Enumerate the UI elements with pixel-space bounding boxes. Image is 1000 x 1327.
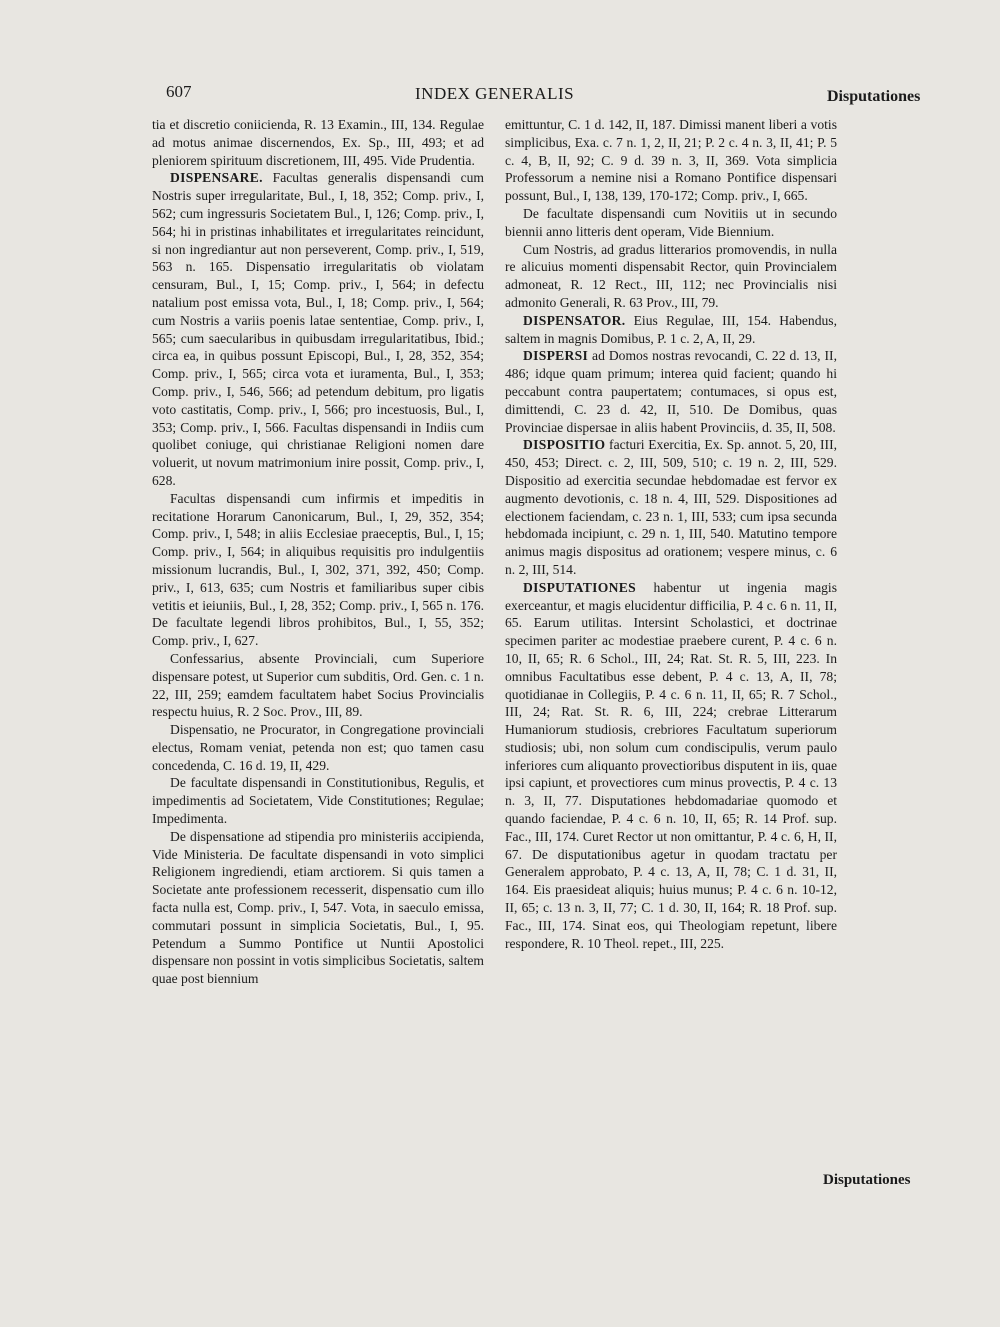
index-entry-text: Cum Nostris, ad gradus litterarios promovendis, in nulla re alicuius momenti dispensabit Rector, quin Provincialem admoneat, R. 12 Rect., III, 112; nec Provincialis nisi admonito Generali, R. 63 Prov., III, 79. — [505, 241, 837, 310]
index-entry-text: facturi Exercitia, Ex. Sp. annot. 5, 20, III, 450, 453; Direct. c. 2, III, 509, 510; c. 19 n. 2, III, 529. Dispositio ad exercitia secundae hebdomadae est fervor ex augmento devotionis, c. 18 n. 4, III, 529. Dispositiones ad electionem faciendam, c. 23 n. 1, III, 533; cum ipsa secunda hebdomada incipiunt, c. 29 n. 1, III, 540. Matutino tempore animus magis dispositus ad orationem; vespere minus, c. 6 n. 2, III, 514. — [505, 437, 837, 577]
index-term: DISPERSI — [523, 348, 589, 364]
index-entry-text: habentur ut ingenia magis exerceantur, et magis elucidentur difficilia, P. 4 c. 6 n. 11, II, 65. Earum utilitas. Intersint Scholastici, et doctrinae specimen pariter ac modestiae praebere curent, P. 4 c. 6 n. 10, II, 65; R. 6 Schol., III, 24; Rat. St. R. 5, III, 223. In omnibus Facultatibus esse debent, P. 4 c. 13, A, II, 78; quotidianae in Collegiis, P. 4 c. 6 n. 11, II, 65; R. 7 Schol., III, 24; Rat. St. R. 6, III, 224; crebrae Litterarum Humaniorum studiosis, crebriores Facultatum superiorum studiosis; ubi, non solum cum condiscipulis, verum paulo inferiores cum aliquanto provectioribus disputent in iis, quae ipsi capiunt, et provectiores cum minus provectis, P. 4 c. 13 n. 3, II, 77. Disputationes hebdomadariae quomodo et quando faciendae, P. 4 c. 6 n. 10, II, 65; R. 14 Prof. sup. Fac., III, 174. Curet Rector ut non omittantur, P. 4 c. 6, H, II, 67. De disputationibus agetur in quodam tractatu per Generalem approbato, P. 4 c. 13, A, II, 78; C. 1 d. 31, II, 164. Eis praesideat aliquis; huius munus; P. 4 c. 6 n. 10-12, II, 65; c. 13 n. 3, II, 77; C. 1 d. 30, II, 164; R. 18 Prof. sup. Fac., III, 174. Sinat eos, qui Theologiam repetunt, libere respondere, R. 10 Theol. repet., III, 225. — [505, 579, 837, 951]
catchword: Disputationes — [823, 1172, 911, 1188]
index-paragraph — [152, 116, 484, 169]
index-entry-text: Dispensatio, ne Procurator, in Congregatione provinciali electus, Romam veniat, petenda non est; quo tamen casu concedenda, C. 16 d. 19, II, 429. — [152, 722, 484, 773]
index-paragraph — [505, 205, 837, 241]
index-entry-text: tia et discretio coniicienda, R. 13 Examin., III, 134. Regulae ad motus animae discernendos, Ex. Sp., III, 493; et ad pleniorem spirituum discretionem, III, 495. Vide Prudentia. — [152, 117, 484, 168]
index-paragraph — [505, 347, 837, 436]
index-term: DISPUTATIONES — [523, 579, 636, 595]
index-paragraph — [152, 490, 484, 650]
index-entry-text: De facultate dispensandi cum Novitiis ut in secundo biennii anno litteris dent operam, Vide Biennium. — [505, 205, 837, 239]
index-entry-text: Eius Regulae, III, 154. Habendus, saltem in magnis Domibus, P. 1 c. 2, A, II, 29. — [505, 312, 837, 346]
index-entry-text: Confessarius, absente Provinciali, cum Superiore dispensare potest, ut Superior cum subditis, Ord. Gen. c. 1 n. 22, III, 259; eamdem facultatem habet Socius Provincialis respectu huius, R. 2 Soc. Prov., III, 89. — [152, 650, 484, 720]
index-term: DISPENSATOR. — [523, 312, 626, 328]
running-head: Disputationes — [827, 88, 921, 105]
left-column — [152, 116, 484, 988]
index-entry-text: Facultas dispensandi cum infirmis et impeditis in recitatione Horarum Canonicarum, Bul., I, 29, 352, 354; Comp. priv., I, 548; in aliis Ecclesiae praeceptis, Bul., I, 15; Comp. priv., I, 564; in aliquibus requisitis pro indulgentiis missionum lucrandis, Bul., I, 302, 371, 392, 450; Comp. priv., I, 613, 635; cum Nostris et familiaribus super cibis vetitis et ieiuniis, Bul., I, 28, 352; Comp. priv., I, 565 n. 176. De facultate legendi libros prohibitos, Bul., I, 55, 352; Comp. priv., I, 627. — [152, 490, 484, 649]
index-entry-text: De dispensatione ad stipendia pro ministeriis accipienda, Vide Ministeria. De facultate dispensandi in voto simplici Religionem ingrediendi, etiam arctiorem. Si quis tamen a Societate ante professionem recesserit, dispensatio cum illo facta nulla est, Comp. priv., I, 547. Vota, in saeculo emissa, commutari possunt in simplicia Societatis, Bul., I, 95. Petendum a Summo Pontifice ut Nuntii Apostolici dispensare non possint in votis simplicibus Societatis, saltem quae post biennium — [152, 828, 484, 987]
index-paragraph — [152, 774, 484, 827]
index-paragraph — [152, 721, 484, 774]
page-header — [0, 82, 1000, 112]
index-entry-text: ad Domos nostras revocandi, C. 22 d. 13, II, 486; idque quam primum; interea quid facient; quando hi peccabunt contra paupertatem; contumaces, si opus est, dimittendi, C. 23 d. 42, II, 510. De Domibus, quas Provinciae dispersae in aliis habent Provinciis, d. 35, II, 508. — [505, 348, 837, 435]
index-paragraph — [152, 169, 484, 489]
right-column — [505, 116, 837, 952]
index-paragraph — [152, 650, 484, 721]
index-paragraph — [505, 312, 837, 348]
index-entry-text: emittuntur, C. 1 d. 142, II, 187. Dimissi manent liberi a votis simplicibus, Exa. c. 7 n. 1, 2, II, 21; P. 2 c. 4 n. 3, II, 41; P. 5 c. 4, B, II, 92; C. 9 d. 39 n. 3, II, 369. Vota simplicia Professorum a nemine nisi a Romano Pontifice dispensari possunt, Bul., I, 138, 139, 170-172; Comp. priv., I, 665. — [505, 117, 837, 204]
index-paragraph — [505, 436, 837, 578]
running-title: INDEX GENERALIS — [415, 84, 575, 103]
index-paragraph — [152, 828, 484, 988]
index-paragraph — [505, 579, 837, 953]
index-paragraph — [505, 241, 837, 312]
index-term: DISPOSITIO — [523, 437, 606, 453]
index-entry-text: Facultas generalis dispensandi cum Nostris super irregularitate, Bul., I, 18, 352; Comp. priv., I, 562; cum ingressuris Societatem Bul., I, 126; Comp. priv., I, 564; hi in pristinas inhabilitates et irregularitates reincidunt, si non ingrediantur aut non perseverent, Comp. priv., I, 519, 563 n. 165. Dispensatio irregularitatis ob violatam censuram, Bul., I, 15; Comp. priv., I, 564; in defectu natalium post emissa vota, Bul., I, 18; Comp. priv., I, 564; cum Nostris a variis poenis latae sententiae, Comp. priv., I, 565; cum saecularibus in quibusdam irregularitatibus, Ibid.; circa ea, in quibus possunt Episcopi, Bul., I, 28, 352, 354; Comp. priv., I, 565; circa vota et iuramenta, Bul., I, 353; Comp. priv., I, 546, 566; ad petendum debitum, pro ligatis voto castitatis, Comp. priv., I, 566; pro incestuosis, Bul., I, 353; Comp. priv., I, 566. Facultas dispensandi in Indiis cum quolibet coniuge, qui christianae Religioni nomen dare voluerit, ut novum matrimonium inire possit, Comp. priv., I, 628. — [152, 170, 484, 488]
page-number: 607 — [166, 82, 192, 101]
index-entry-text: De facultate dispensandi in Constitutionibus, Regulis, et impedimentis ad Societatem, Vide Constitutiones; Regulae; Impedimenta. — [152, 775, 484, 827]
index-term: DISPENSARE. — [170, 170, 263, 186]
index-paragraph — [505, 116, 837, 205]
